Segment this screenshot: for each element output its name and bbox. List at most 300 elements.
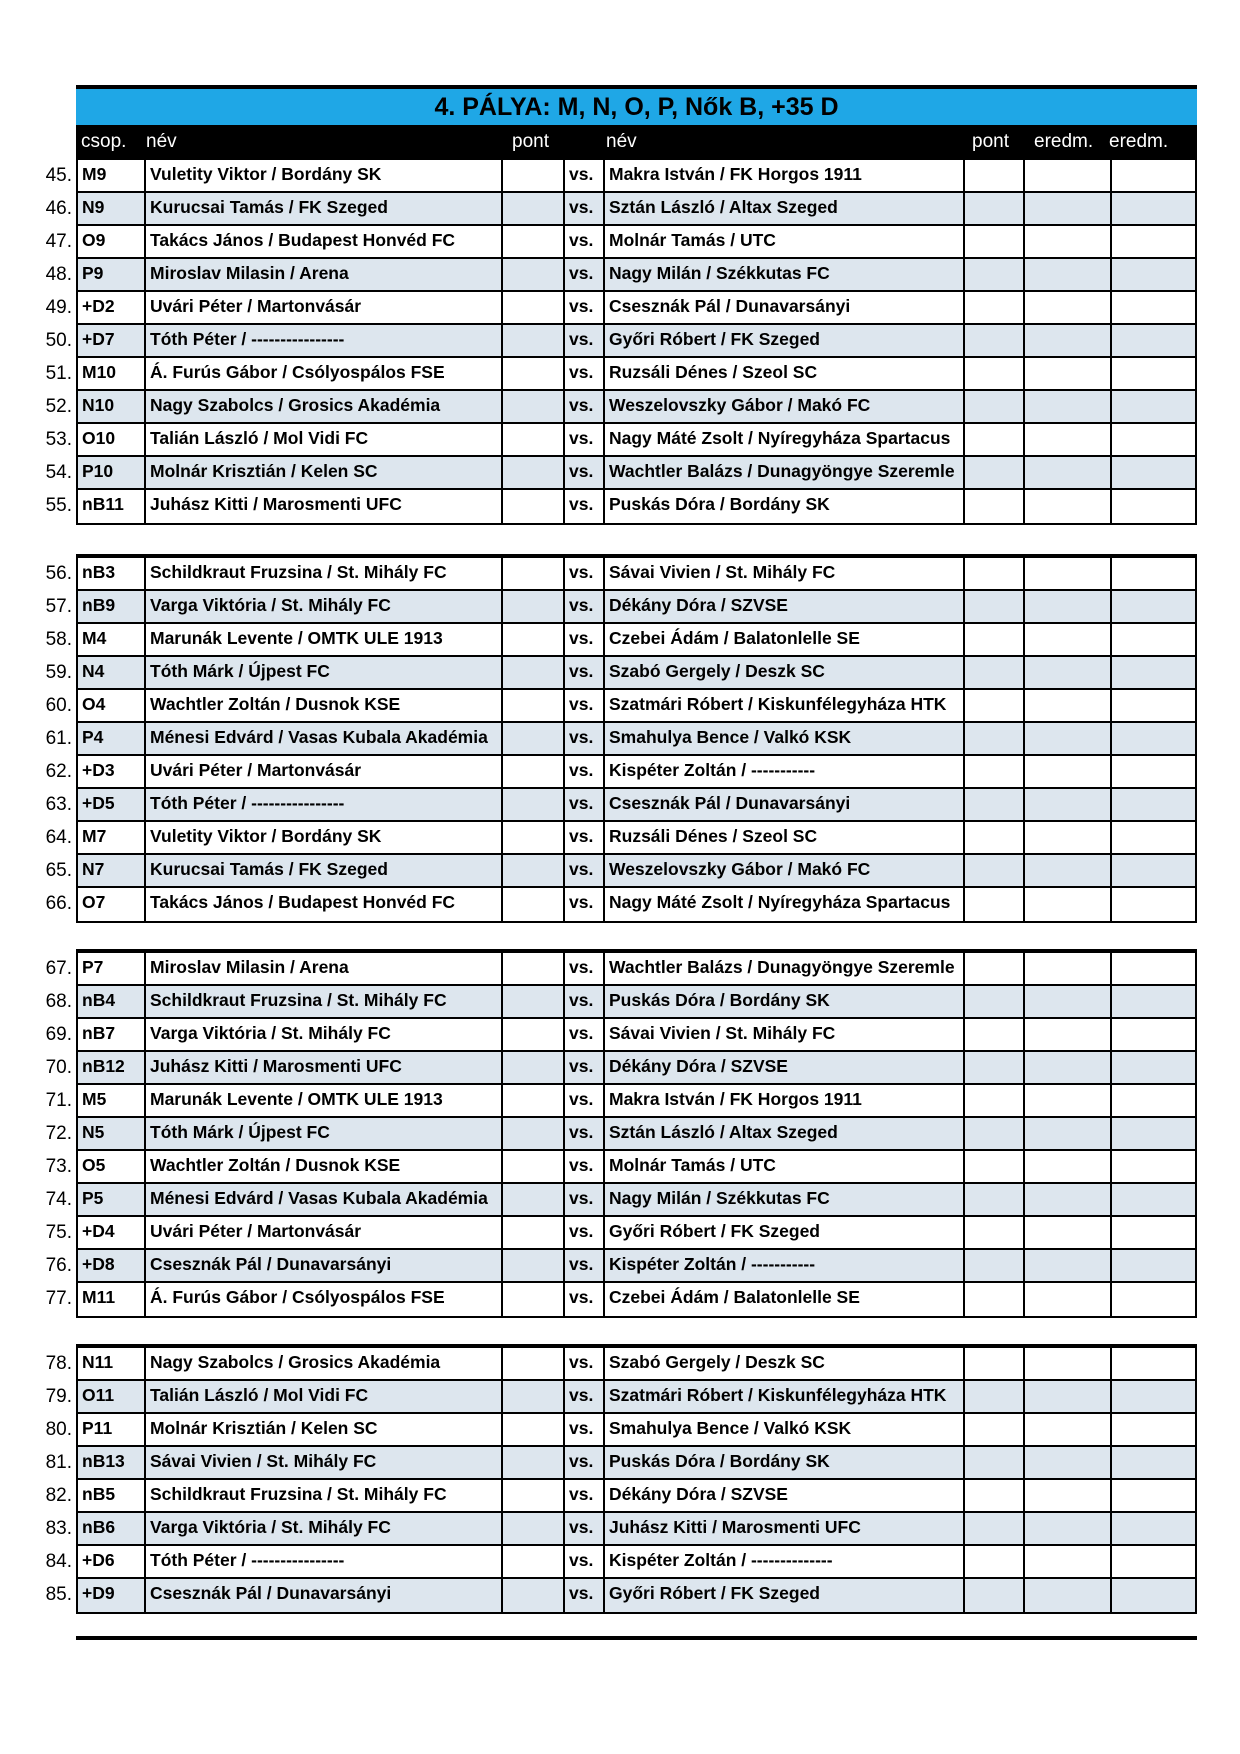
points-1-cell[interactable] bbox=[503, 391, 565, 422]
vs-cell: vs. bbox=[565, 391, 605, 422]
points-1-cell[interactable] bbox=[503, 1184, 565, 1215]
match-row bbox=[78, 259, 1195, 292]
match-number: 51. bbox=[45, 363, 72, 384]
result-1-cell[interactable] bbox=[1025, 624, 1112, 655]
result-2-cell[interactable] bbox=[1112, 756, 1195, 787]
points-1-cell[interactable] bbox=[503, 591, 565, 622]
match-number: 59. bbox=[45, 662, 72, 683]
group-cell: N11 bbox=[78, 1348, 146, 1379]
player-2-cell: Győri Róbert / FK Szeged bbox=[605, 1217, 965, 1248]
player-1-cell: Varga Viktória / St. Mihály FC bbox=[146, 1513, 503, 1544]
result-2-cell[interactable] bbox=[1112, 292, 1195, 323]
points-2-cell[interactable] bbox=[965, 1414, 1025, 1445]
points-2-cell[interactable] bbox=[965, 1480, 1025, 1511]
points-1-cell[interactable] bbox=[503, 1546, 565, 1577]
group-cell: +D4 bbox=[78, 1217, 146, 1248]
player-1-cell: Juhász Kitti / Marosmenti UFC bbox=[146, 1052, 503, 1083]
group-cell: O4 bbox=[78, 690, 146, 721]
result-2-cell[interactable] bbox=[1112, 789, 1195, 820]
points-2-cell[interactable] bbox=[965, 424, 1025, 455]
result-1-cell[interactable] bbox=[1025, 1019, 1112, 1050]
player-2-cell: Ruzsáli Dénes / Szeol SC bbox=[605, 822, 965, 853]
vs-cell: vs. bbox=[565, 325, 605, 356]
result-2-cell[interactable] bbox=[1112, 424, 1195, 455]
player-1-cell: Uvári Péter / Martonvásár bbox=[146, 1217, 503, 1248]
points-1-cell[interactable] bbox=[503, 1250, 565, 1281]
match-number: 70. bbox=[45, 1057, 72, 1078]
points-1-cell[interactable] bbox=[503, 1217, 565, 1248]
points-1-cell[interactable] bbox=[503, 558, 565, 589]
points-1-cell[interactable] bbox=[503, 1579, 565, 1612]
points-1-cell[interactable] bbox=[503, 424, 565, 455]
points-2-cell[interactable] bbox=[965, 1348, 1025, 1379]
player-2-cell: Ruzsáli Dénes / Szeol SC bbox=[605, 358, 965, 389]
player-1-cell: Juhász Kitti / Marosmenti UFC bbox=[146, 490, 503, 523]
player-2-cell: Szabó Gergely / Deszk SC bbox=[605, 1348, 965, 1379]
points-2-cell[interactable] bbox=[965, 986, 1025, 1017]
points-2-cell[interactable] bbox=[965, 690, 1025, 721]
points-1-cell[interactable] bbox=[503, 756, 565, 787]
match-number: 48. bbox=[45, 264, 72, 285]
match-number: 68. bbox=[45, 991, 72, 1012]
player-2-cell: Sávai Vivien / St. Mihály FC bbox=[605, 1019, 965, 1050]
result-2-cell[interactable] bbox=[1112, 457, 1195, 488]
result-1-cell[interactable] bbox=[1025, 292, 1112, 323]
vs-cell: vs. bbox=[565, 657, 605, 688]
result-1-cell[interactable] bbox=[1025, 756, 1112, 787]
player-2-cell: Sztán László / Altax Szeged bbox=[605, 193, 965, 224]
player-2-cell: Smahulya Bence / Valkó KSK bbox=[605, 723, 965, 754]
group-cell: +D5 bbox=[78, 789, 146, 820]
points-2-cell[interactable] bbox=[965, 1019, 1025, 1050]
group-cell: O10 bbox=[78, 424, 146, 455]
points-2-cell[interactable] bbox=[965, 391, 1025, 422]
points-2-cell[interactable] bbox=[965, 1283, 1025, 1316]
match-block bbox=[76, 158, 1197, 525]
result-2-cell[interactable] bbox=[1112, 1447, 1195, 1478]
match-number: 52. bbox=[45, 396, 72, 417]
result-1-cell[interactable] bbox=[1025, 1151, 1112, 1182]
match-number: 76. bbox=[45, 1255, 72, 1276]
points-2-cell[interactable] bbox=[965, 624, 1025, 655]
player-2-cell: Molnár Tamás / UTC bbox=[605, 1151, 965, 1182]
player-1-cell: Á. Furús Gábor / Csólyospálos FSE bbox=[146, 1283, 503, 1316]
points-1-cell[interactable] bbox=[503, 1118, 565, 1149]
match-number: 85. bbox=[45, 1584, 72, 1605]
result-1-cell[interactable] bbox=[1025, 953, 1112, 984]
result-1-cell[interactable] bbox=[1025, 358, 1112, 389]
result-1-cell[interactable] bbox=[1025, 558, 1112, 589]
points-1-cell[interactable] bbox=[503, 1052, 565, 1083]
vs-cell: vs. bbox=[565, 358, 605, 389]
player-2-cell: Molnár Tamás / UTC bbox=[605, 226, 965, 257]
points-2-cell[interactable] bbox=[965, 789, 1025, 820]
result-1-cell[interactable] bbox=[1025, 855, 1112, 886]
points-2-cell[interactable] bbox=[965, 1184, 1025, 1215]
match-number: 78. bbox=[45, 1353, 72, 1374]
match-number: 53. bbox=[45, 429, 72, 450]
result-2-cell[interactable] bbox=[1112, 1480, 1195, 1511]
player-2-cell: Sávai Vivien / St. Mihály FC bbox=[605, 558, 965, 589]
player-2-cell: Dékány Dóra / SZVSE bbox=[605, 1052, 965, 1083]
points-1-cell[interactable] bbox=[503, 259, 565, 290]
result-2-cell[interactable] bbox=[1112, 1348, 1195, 1379]
result-2-cell[interactable] bbox=[1112, 325, 1195, 356]
player-1-cell: Á. Furús Gábor / Csólyospálos FSE bbox=[146, 358, 503, 389]
result-1-cell[interactable] bbox=[1025, 1579, 1112, 1612]
match-block bbox=[76, 949, 1197, 1318]
points-2-cell[interactable] bbox=[965, 160, 1025, 191]
result-1-cell[interactable] bbox=[1025, 325, 1112, 356]
result-1-cell[interactable] bbox=[1025, 226, 1112, 257]
points-1-cell[interactable] bbox=[503, 855, 565, 886]
points-1-cell[interactable] bbox=[503, 1480, 565, 1511]
result-1-cell[interactable] bbox=[1025, 690, 1112, 721]
points-1-cell[interactable] bbox=[503, 723, 565, 754]
points-2-cell[interactable] bbox=[965, 1052, 1025, 1083]
result-1-cell[interactable] bbox=[1025, 986, 1112, 1017]
points-1-cell[interactable] bbox=[503, 1447, 565, 1478]
vs-cell: vs. bbox=[565, 1480, 605, 1511]
result-2-cell[interactable] bbox=[1112, 490, 1195, 523]
result-2-cell[interactable] bbox=[1112, 986, 1195, 1017]
result-1-cell[interactable] bbox=[1025, 591, 1112, 622]
group-cell: N9 bbox=[78, 193, 146, 224]
match-number: 71. bbox=[45, 1090, 72, 1111]
match-number: 49. bbox=[45, 297, 72, 318]
result-2-cell[interactable] bbox=[1112, 1151, 1195, 1182]
match-row bbox=[78, 1151, 1195, 1184]
player-1-cell: Vuletity Viktor / Bordány SK bbox=[146, 160, 503, 191]
result-2-cell[interactable] bbox=[1112, 259, 1195, 290]
result-1-cell[interactable] bbox=[1025, 1414, 1112, 1445]
points-1-cell[interactable] bbox=[503, 986, 565, 1017]
points-2-cell[interactable] bbox=[965, 558, 1025, 589]
match-row bbox=[78, 723, 1195, 756]
points-1-cell[interactable] bbox=[503, 1513, 565, 1544]
result-1-cell[interactable] bbox=[1025, 888, 1112, 921]
vs-cell: vs. bbox=[565, 1283, 605, 1316]
vs-cell: vs. bbox=[565, 591, 605, 622]
result-1-cell[interactable] bbox=[1025, 1184, 1112, 1215]
points-2-cell[interactable] bbox=[965, 1513, 1025, 1544]
group-cell: nB12 bbox=[78, 1052, 146, 1083]
points-1-cell[interactable] bbox=[503, 888, 565, 921]
points-1-cell[interactable] bbox=[503, 657, 565, 688]
points-2-cell[interactable] bbox=[965, 953, 1025, 984]
match-row bbox=[78, 1414, 1195, 1447]
points-1-cell[interactable] bbox=[503, 1381, 565, 1412]
match-number: 72. bbox=[45, 1123, 72, 1144]
vs-cell: vs. bbox=[565, 1579, 605, 1612]
points-1-cell[interactable] bbox=[503, 292, 565, 323]
group-cell: P7 bbox=[78, 953, 146, 984]
points-2-cell[interactable] bbox=[965, 855, 1025, 886]
result-1-cell[interactable] bbox=[1025, 490, 1112, 523]
match-row bbox=[78, 193, 1195, 226]
result-2-cell[interactable] bbox=[1112, 624, 1195, 655]
result-2-cell[interactable] bbox=[1112, 690, 1195, 721]
player-2-cell: Csesznák Pál / Dunavarsányi bbox=[605, 292, 965, 323]
result-1-cell[interactable] bbox=[1025, 1513, 1112, 1544]
points-2-cell[interactable] bbox=[965, 259, 1025, 290]
group-cell: M7 bbox=[78, 822, 146, 853]
player-1-cell: Csesznák Pál / Dunavarsányi bbox=[146, 1579, 503, 1612]
result-2-cell[interactable] bbox=[1112, 391, 1195, 422]
points-1-cell[interactable] bbox=[503, 1151, 565, 1182]
result-1-cell[interactable] bbox=[1025, 424, 1112, 455]
points-1-cell[interactable] bbox=[503, 457, 565, 488]
match-row bbox=[78, 1546, 1195, 1579]
group-cell: nB4 bbox=[78, 986, 146, 1017]
match-number: 66. bbox=[45, 893, 72, 914]
points-1-cell[interactable] bbox=[503, 1283, 565, 1316]
points-2-cell[interactable] bbox=[965, 1381, 1025, 1412]
match-number: 57. bbox=[45, 596, 72, 617]
result-2-cell[interactable] bbox=[1112, 822, 1195, 853]
match-row bbox=[78, 1381, 1195, 1414]
group-cell: nB13 bbox=[78, 1447, 146, 1478]
result-1-cell[interactable] bbox=[1025, 789, 1112, 820]
points-2-cell[interactable] bbox=[965, 1546, 1025, 1577]
result-1-cell[interactable] bbox=[1025, 657, 1112, 688]
points-2-cell[interactable] bbox=[965, 325, 1025, 356]
result-2-cell[interactable] bbox=[1112, 591, 1195, 622]
result-1-cell[interactable] bbox=[1025, 1283, 1112, 1316]
result-2-cell[interactable] bbox=[1112, 1414, 1195, 1445]
result-2-cell[interactable] bbox=[1112, 1283, 1195, 1316]
match-row bbox=[78, 424, 1195, 457]
result-2-cell[interactable] bbox=[1112, 358, 1195, 389]
match-row bbox=[78, 1579, 1195, 1612]
match-row bbox=[78, 657, 1195, 690]
match-number: 69. bbox=[45, 1024, 72, 1045]
result-2-cell[interactable] bbox=[1112, 1579, 1195, 1612]
player-2-cell: Wachtler Balázs / Dunagyöngye Szeremle bbox=[605, 457, 965, 488]
player-2-cell: Weszelovszky Gábor / Makó FC bbox=[605, 391, 965, 422]
match-row bbox=[78, 358, 1195, 391]
group-cell: N7 bbox=[78, 855, 146, 886]
result-2-cell[interactable] bbox=[1112, 657, 1195, 688]
match-row bbox=[78, 325, 1195, 358]
points-1-cell[interactable] bbox=[503, 1085, 565, 1116]
result-2-cell[interactable] bbox=[1112, 1217, 1195, 1248]
result-2-cell[interactable] bbox=[1112, 723, 1195, 754]
match-row bbox=[78, 855, 1195, 888]
result-1-cell[interactable] bbox=[1025, 1447, 1112, 1478]
points-2-cell[interactable] bbox=[965, 292, 1025, 323]
player-1-cell: Kurucsai Tamás / FK Szeged bbox=[146, 193, 503, 224]
result-2-cell[interactable] bbox=[1112, 1513, 1195, 1544]
group-cell: +D8 bbox=[78, 1250, 146, 1281]
result-1-cell[interactable] bbox=[1025, 259, 1112, 290]
player-2-cell: Czebei Ádám / Balatonlelle SE bbox=[605, 624, 965, 655]
player-2-cell: Sztán László / Altax Szeged bbox=[605, 1118, 965, 1149]
player-1-cell: Schildkraut Fruzsina / St. Mihály FC bbox=[146, 1480, 503, 1511]
points-1-cell[interactable] bbox=[503, 358, 565, 389]
result-1-cell[interactable] bbox=[1025, 1118, 1112, 1149]
points-1-cell[interactable] bbox=[503, 624, 565, 655]
points-1-cell[interactable] bbox=[503, 1348, 565, 1379]
result-1-cell[interactable] bbox=[1025, 391, 1112, 422]
match-number: 61. bbox=[45, 728, 72, 749]
match-number: 56. bbox=[45, 563, 72, 584]
player-2-cell: Kispéter Zoltán / -------------- bbox=[605, 1546, 965, 1577]
points-2-cell[interactable] bbox=[965, 1250, 1025, 1281]
group-cell: P9 bbox=[78, 259, 146, 290]
match-row bbox=[78, 888, 1195, 921]
result-2-cell[interactable] bbox=[1112, 953, 1195, 984]
points-1-cell[interactable] bbox=[503, 1019, 565, 1050]
player-2-cell: Makra István / FK Horgos 1911 bbox=[605, 160, 965, 191]
match-row bbox=[78, 457, 1195, 490]
points-2-cell[interactable] bbox=[965, 822, 1025, 853]
result-1-cell[interactable] bbox=[1025, 193, 1112, 224]
group-cell: O9 bbox=[78, 226, 146, 257]
vs-cell: vs. bbox=[565, 855, 605, 886]
result-2-cell[interactable] bbox=[1112, 1546, 1195, 1577]
vs-cell: vs. bbox=[565, 424, 605, 455]
group-cell: nB11 bbox=[78, 490, 146, 523]
points-1-cell[interactable] bbox=[503, 226, 565, 257]
result-1-cell[interactable] bbox=[1025, 457, 1112, 488]
player-1-cell: Marunák Levente / OMTK ULE 1913 bbox=[146, 1085, 503, 1116]
player-1-cell: Nagy Szabolcs / Grosics Akadémia bbox=[146, 1348, 503, 1379]
header-group: csop. bbox=[81, 131, 127, 152]
result-1-cell[interactable] bbox=[1025, 1250, 1112, 1281]
vs-cell: vs. bbox=[565, 259, 605, 290]
result-1-cell[interactable] bbox=[1025, 1480, 1112, 1511]
group-cell: +D3 bbox=[78, 756, 146, 787]
player-2-cell: Győri Róbert / FK Szeged bbox=[605, 325, 965, 356]
match-number: 50. bbox=[45, 330, 72, 351]
result-1-cell[interactable] bbox=[1025, 1381, 1112, 1412]
group-cell: O5 bbox=[78, 1151, 146, 1182]
points-2-cell[interactable] bbox=[965, 1151, 1025, 1182]
match-number: 45. bbox=[45, 165, 72, 186]
points-1-cell[interactable] bbox=[503, 822, 565, 853]
points-2-cell[interactable] bbox=[965, 657, 1025, 688]
player-2-cell: Szatmári Róbert / Kiskunfélegyháza HTK bbox=[605, 1381, 965, 1412]
points-2-cell[interactable] bbox=[965, 1085, 1025, 1116]
group-cell: +D7 bbox=[78, 325, 146, 356]
match-number: 55. bbox=[45, 495, 72, 516]
points-1-cell[interactable] bbox=[503, 690, 565, 721]
points-1-cell[interactable] bbox=[503, 1414, 565, 1445]
match-row bbox=[78, 756, 1195, 789]
player-1-cell: Marunák Levente / OMTK ULE 1913 bbox=[146, 624, 503, 655]
result-1-cell[interactable] bbox=[1025, 822, 1112, 853]
player-2-cell: Szabó Gergely / Deszk SC bbox=[605, 657, 965, 688]
player-1-cell: Takács János / Budapest Honvéd FC bbox=[146, 888, 503, 921]
header-result-1: eredm. bbox=[1034, 131, 1094, 152]
result-1-cell[interactable] bbox=[1025, 1217, 1112, 1248]
points-1-cell[interactable] bbox=[503, 490, 565, 523]
player-2-cell: Kispéter Zoltán / ----------- bbox=[605, 1250, 965, 1281]
bottom-rule bbox=[76, 1636, 1197, 1640]
result-2-cell[interactable] bbox=[1112, 160, 1195, 191]
result-2-cell[interactable] bbox=[1112, 855, 1195, 886]
group-cell: O11 bbox=[78, 1381, 146, 1412]
result-2-cell[interactable] bbox=[1112, 1085, 1195, 1116]
result-2-cell[interactable] bbox=[1112, 1118, 1195, 1149]
vs-cell: vs. bbox=[565, 822, 605, 853]
result-1-cell[interactable] bbox=[1025, 723, 1112, 754]
match-number: 75. bbox=[45, 1222, 72, 1243]
match-row bbox=[78, 1283, 1195, 1316]
result-2-cell[interactable] bbox=[1112, 558, 1195, 589]
group-cell: M11 bbox=[78, 1283, 146, 1316]
result-2-cell[interactable] bbox=[1112, 1019, 1195, 1050]
result-2-cell[interactable] bbox=[1112, 226, 1195, 257]
vs-cell: vs. bbox=[565, 723, 605, 754]
points-2-cell[interactable] bbox=[965, 1217, 1025, 1248]
result-2-cell[interactable] bbox=[1112, 888, 1195, 921]
match-number: 62. bbox=[45, 761, 72, 782]
result-1-cell[interactable] bbox=[1025, 1546, 1112, 1577]
group-cell: nB9 bbox=[78, 591, 146, 622]
points-1-cell[interactable] bbox=[503, 193, 565, 224]
points-2-cell[interactable] bbox=[965, 1118, 1025, 1149]
result-2-cell[interactable] bbox=[1112, 1184, 1195, 1215]
points-2-cell[interactable] bbox=[965, 226, 1025, 257]
result-1-cell[interactable] bbox=[1025, 160, 1112, 191]
player-1-cell: Molnár Krisztián / Kelen SC bbox=[146, 457, 503, 488]
points-1-cell[interactable] bbox=[503, 325, 565, 356]
match-number: 73. bbox=[45, 1156, 72, 1177]
result-1-cell[interactable] bbox=[1025, 1348, 1112, 1379]
vs-cell: vs. bbox=[565, 1250, 605, 1281]
match-row bbox=[78, 1447, 1195, 1480]
result-2-cell[interactable] bbox=[1112, 193, 1195, 224]
points-2-cell[interactable] bbox=[965, 193, 1025, 224]
match-number: 64. bbox=[45, 827, 72, 848]
points-1-cell[interactable] bbox=[503, 953, 565, 984]
points-2-cell[interactable] bbox=[965, 723, 1025, 754]
group-cell: nB7 bbox=[78, 1019, 146, 1050]
result-1-cell[interactable] bbox=[1025, 1085, 1112, 1116]
result-1-cell[interactable] bbox=[1025, 1052, 1112, 1083]
player-1-cell: Schildkraut Fruzsina / St. Mihály FC bbox=[146, 986, 503, 1017]
points-1-cell[interactable] bbox=[503, 789, 565, 820]
points-2-cell[interactable] bbox=[965, 888, 1025, 921]
match-row bbox=[78, 1480, 1195, 1513]
group-cell: N5 bbox=[78, 1118, 146, 1149]
vs-cell: vs. bbox=[565, 160, 605, 191]
result-2-cell[interactable] bbox=[1112, 1250, 1195, 1281]
points-2-cell[interactable] bbox=[965, 490, 1025, 523]
player-2-cell: Puskás Dóra / Bordány SK bbox=[605, 1447, 965, 1478]
points-2-cell[interactable] bbox=[965, 591, 1025, 622]
group-cell: P10 bbox=[78, 457, 146, 488]
vs-cell: vs. bbox=[565, 457, 605, 488]
player-1-cell: Tóth Márk / Újpest FC bbox=[146, 657, 503, 688]
points-2-cell[interactable] bbox=[965, 358, 1025, 389]
result-2-cell[interactable] bbox=[1112, 1381, 1195, 1412]
points-2-cell[interactable] bbox=[965, 1579, 1025, 1612]
player-2-cell: Dékány Dóra / SZVSE bbox=[605, 591, 965, 622]
points-2-cell[interactable] bbox=[965, 1447, 1025, 1478]
points-2-cell[interactable] bbox=[965, 756, 1025, 787]
match-number: 46. bbox=[45, 198, 72, 219]
points-2-cell[interactable] bbox=[965, 457, 1025, 488]
points-1-cell[interactable] bbox=[503, 160, 565, 191]
match-number: 58. bbox=[45, 629, 72, 650]
match-row bbox=[78, 160, 1195, 193]
match-row bbox=[78, 226, 1195, 259]
vs-cell: vs. bbox=[565, 1546, 605, 1577]
result-2-cell[interactable] bbox=[1112, 1052, 1195, 1083]
